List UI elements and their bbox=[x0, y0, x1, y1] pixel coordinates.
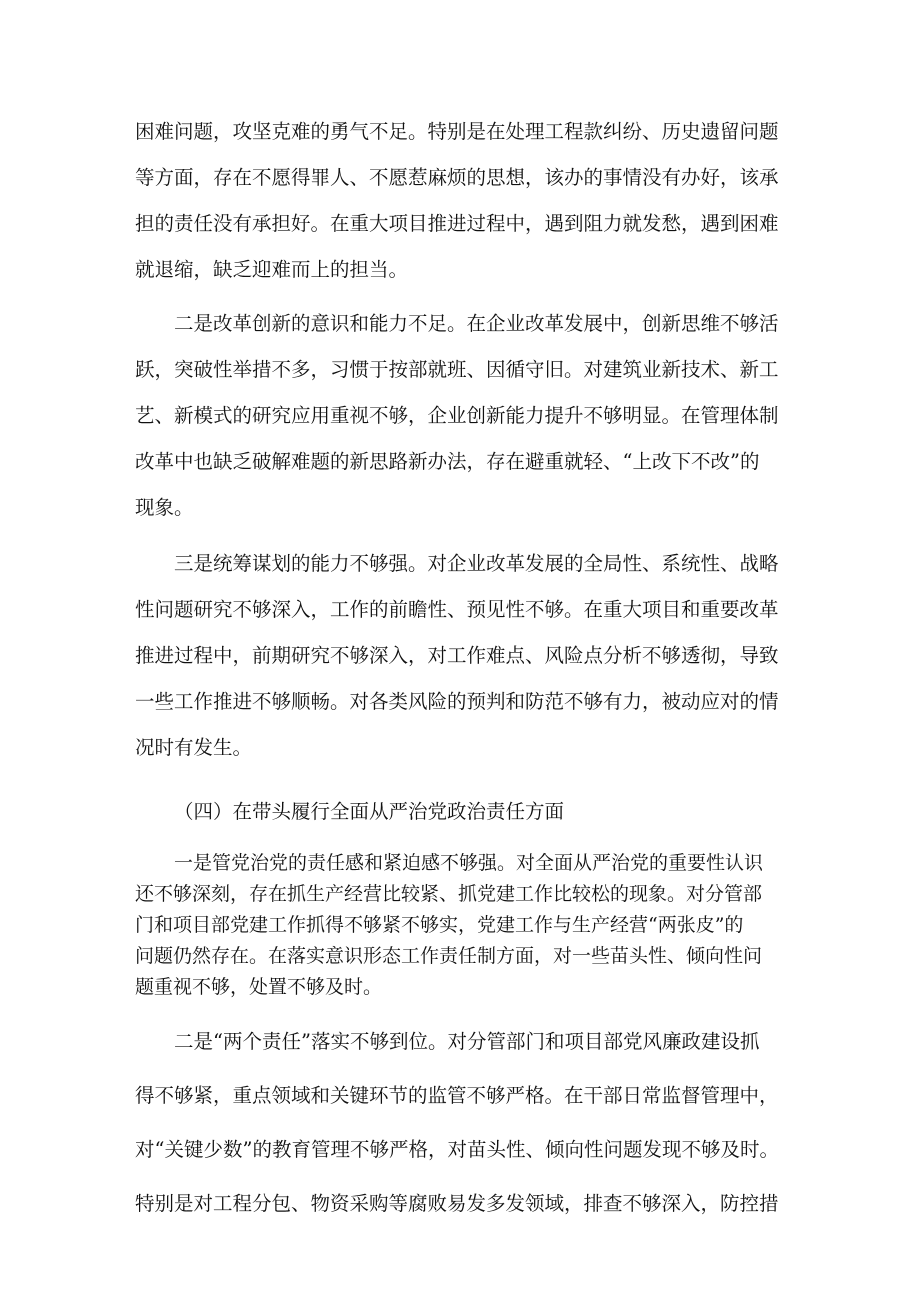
text-line: 对“关键少数”的教育管理不够严格，对苗头性、倾向性问题发现不够及时。 bbox=[135, 1138, 779, 1161]
text-line: 三是统筹谋划的能力不够强。对企业改革发展的全局性、系统性、战略 bbox=[174, 552, 779, 575]
text-line: 得不够紧，重点领域和关键环节的监管不够严格。在干部日常监督管理中， bbox=[135, 1084, 779, 1107]
text-line: 二是“两个责任”落实不够到位。对分管部门和项目部党风廉政建设抓 bbox=[174, 1030, 760, 1053]
text-line: （四）在带头履行全面从严治党政治责任方面 bbox=[174, 800, 565, 823]
text-line: 困难问题，攻坚克难的勇气不足。特别是在处理工程款纠纷、历史遗留问题 bbox=[135, 120, 779, 143]
text-line: 等方面，存在不愿得罪人、不愿惹麻烦的思想，该办的事情没有办好，该承 bbox=[135, 166, 779, 189]
text-line: 一些工作推进不够顺畅。对各类风险的预判和防范不够有力，被动应对的情 bbox=[135, 690, 779, 713]
text-line: 特别是对工程分包、物资采购等腐败易发多发领域，排查不够深入，防控措 bbox=[135, 1192, 779, 1215]
text-line: 性问题研究不够深入，工作的前瞻性、预见性不够。在重大项目和重要改革 bbox=[135, 598, 779, 621]
text-line: 跃，突破性举措不多，习惯于按部就班、因循守旧。对建筑业新技术、新工 bbox=[135, 358, 779, 381]
text-line: 现象。 bbox=[135, 496, 194, 519]
text-line: 改革中也缺乏破解难题的新思路新办法，存在避重就轻、“上改下不改”的 bbox=[135, 450, 760, 473]
text-line: 担的责任没有承担好。在重大项目推进过程中，遇到阻力就发愁，遇到困难 bbox=[135, 212, 779, 235]
text-line: 门和项目部党建工作抓得不够紧不够实，党建工作与生产经营“两张皮”的 bbox=[135, 914, 744, 936]
text-line: 艺、新模式的研究应用重视不够，企业创新能力提升不够明显。在管理体制 bbox=[135, 404, 779, 427]
text-line: 况时有发生。 bbox=[135, 736, 253, 759]
text-line: 推进过程中，前期研究不够深入，对工作难点、风险点分析不够透彻，导致 bbox=[135, 644, 779, 667]
text-line: 还不够深刻，存在抓生产经营比较紧、抓党建工作比较松的现象。对分管部 bbox=[135, 883, 763, 905]
text-line: 一是管党治党的责任感和紧迫感不够强。对全面从严治党的重要性认识 bbox=[174, 852, 764, 874]
text-line: 题重视不够，处置不够及时。 bbox=[135, 976, 383, 998]
text-line: 就退缩，缺乏迎难而上的担当。 bbox=[135, 258, 409, 281]
text-line: 问题仍然存在。在落实意识形态工作责任制方面，对一些苗头性、倾向性问 bbox=[135, 945, 763, 967]
text-line: 二是改革创新的意识和能力不足。在企业改革发展中，创新思维不够活 bbox=[174, 312, 779, 335]
